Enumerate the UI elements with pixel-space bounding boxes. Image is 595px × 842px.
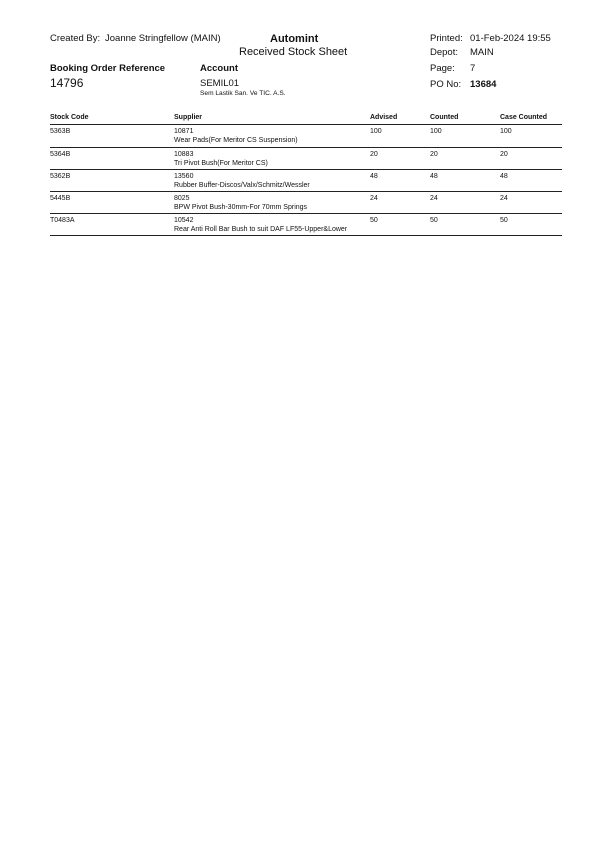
case-counted-qty: 20 xyxy=(500,151,508,158)
row-divider xyxy=(50,169,562,170)
row-divider xyxy=(50,191,562,192)
company-name: Automint xyxy=(270,33,319,45)
counted-qty: 50 xyxy=(430,217,438,224)
supplier-code: 13560 xyxy=(174,173,194,180)
col-stock-code: Stock Code xyxy=(50,114,89,121)
stock-code: 5362B xyxy=(50,173,71,180)
header-divider xyxy=(50,124,562,125)
supplier-code: 10883 xyxy=(174,151,194,158)
row-divider xyxy=(50,147,562,148)
account-code: SEMIL01 xyxy=(200,78,240,89)
item-description: Rear Anti Roll Bar Bush to suit DAF LF55-Upper&Lower xyxy=(174,226,348,233)
stock-code: 5363B xyxy=(50,128,71,135)
created-by-label: Created By: xyxy=(50,33,101,44)
printed-label: Printed: xyxy=(430,33,463,44)
item-description: Tri Pivot Bush(For Meritor CS) xyxy=(174,160,268,167)
item-description: BPW Pivot Bush-30mm-For 70mm Springs xyxy=(174,204,308,211)
counted-qty: 20 xyxy=(430,151,438,158)
advised-qty: 24 xyxy=(370,195,378,202)
stock-code: 5445B xyxy=(50,195,71,202)
col-supplier: Supplier xyxy=(174,114,203,121)
printed-value: 01-Feb-2024 19:55 xyxy=(470,33,551,44)
advised-qty: 50 xyxy=(370,217,378,224)
booking-ref-label: Booking Order Reference xyxy=(50,63,166,74)
item-description: Wear Pads(For Meritor CS Suspension) xyxy=(174,137,298,144)
row-divider xyxy=(50,235,562,236)
page-value: 7 xyxy=(470,63,476,74)
counted-qty: 48 xyxy=(430,173,438,180)
advised-qty: 48 xyxy=(370,173,378,180)
counted-qty: 24 xyxy=(430,195,438,202)
case-counted-qty: 50 xyxy=(500,217,508,224)
counted-qty: 100 xyxy=(430,128,442,135)
supplier-code: 8025 xyxy=(174,195,190,202)
po-label: PO No: xyxy=(430,79,462,90)
case-counted-qty: 24 xyxy=(500,195,508,202)
created-by-value: Joanne Stringfellow (MAIN) xyxy=(105,33,221,44)
page-label: Page: xyxy=(430,63,455,74)
item-description: Rubber Buffer-Discos/Valx/Schmitz/Wessler xyxy=(174,182,310,189)
account-name: Sem Lastik San. Ve TIC. A.S. xyxy=(200,90,286,97)
booking-ref-value: 14796 xyxy=(50,76,84,90)
po-value: 13684 xyxy=(470,79,497,90)
advised-qty: 100 xyxy=(370,128,382,135)
depot-value: MAIN xyxy=(470,47,494,58)
case-counted-qty: 48 xyxy=(500,173,508,180)
supplier-code: 10542 xyxy=(174,217,194,224)
case-counted-qty: 100 xyxy=(500,128,512,135)
account-label: Account xyxy=(200,63,238,74)
row-divider xyxy=(50,213,562,214)
col-case-counted: Case Counted xyxy=(500,114,548,121)
supplier-code: 10871 xyxy=(174,128,194,135)
report-title: Received Stock Sheet xyxy=(239,46,348,58)
stock-code: 5364B xyxy=(50,151,71,158)
depot-label: Depot: xyxy=(430,47,458,58)
stock-code: T0483A xyxy=(50,217,75,224)
advised-qty: 20 xyxy=(370,151,378,158)
col-advised: Advised xyxy=(370,114,398,121)
col-counted: Counted xyxy=(430,114,459,121)
